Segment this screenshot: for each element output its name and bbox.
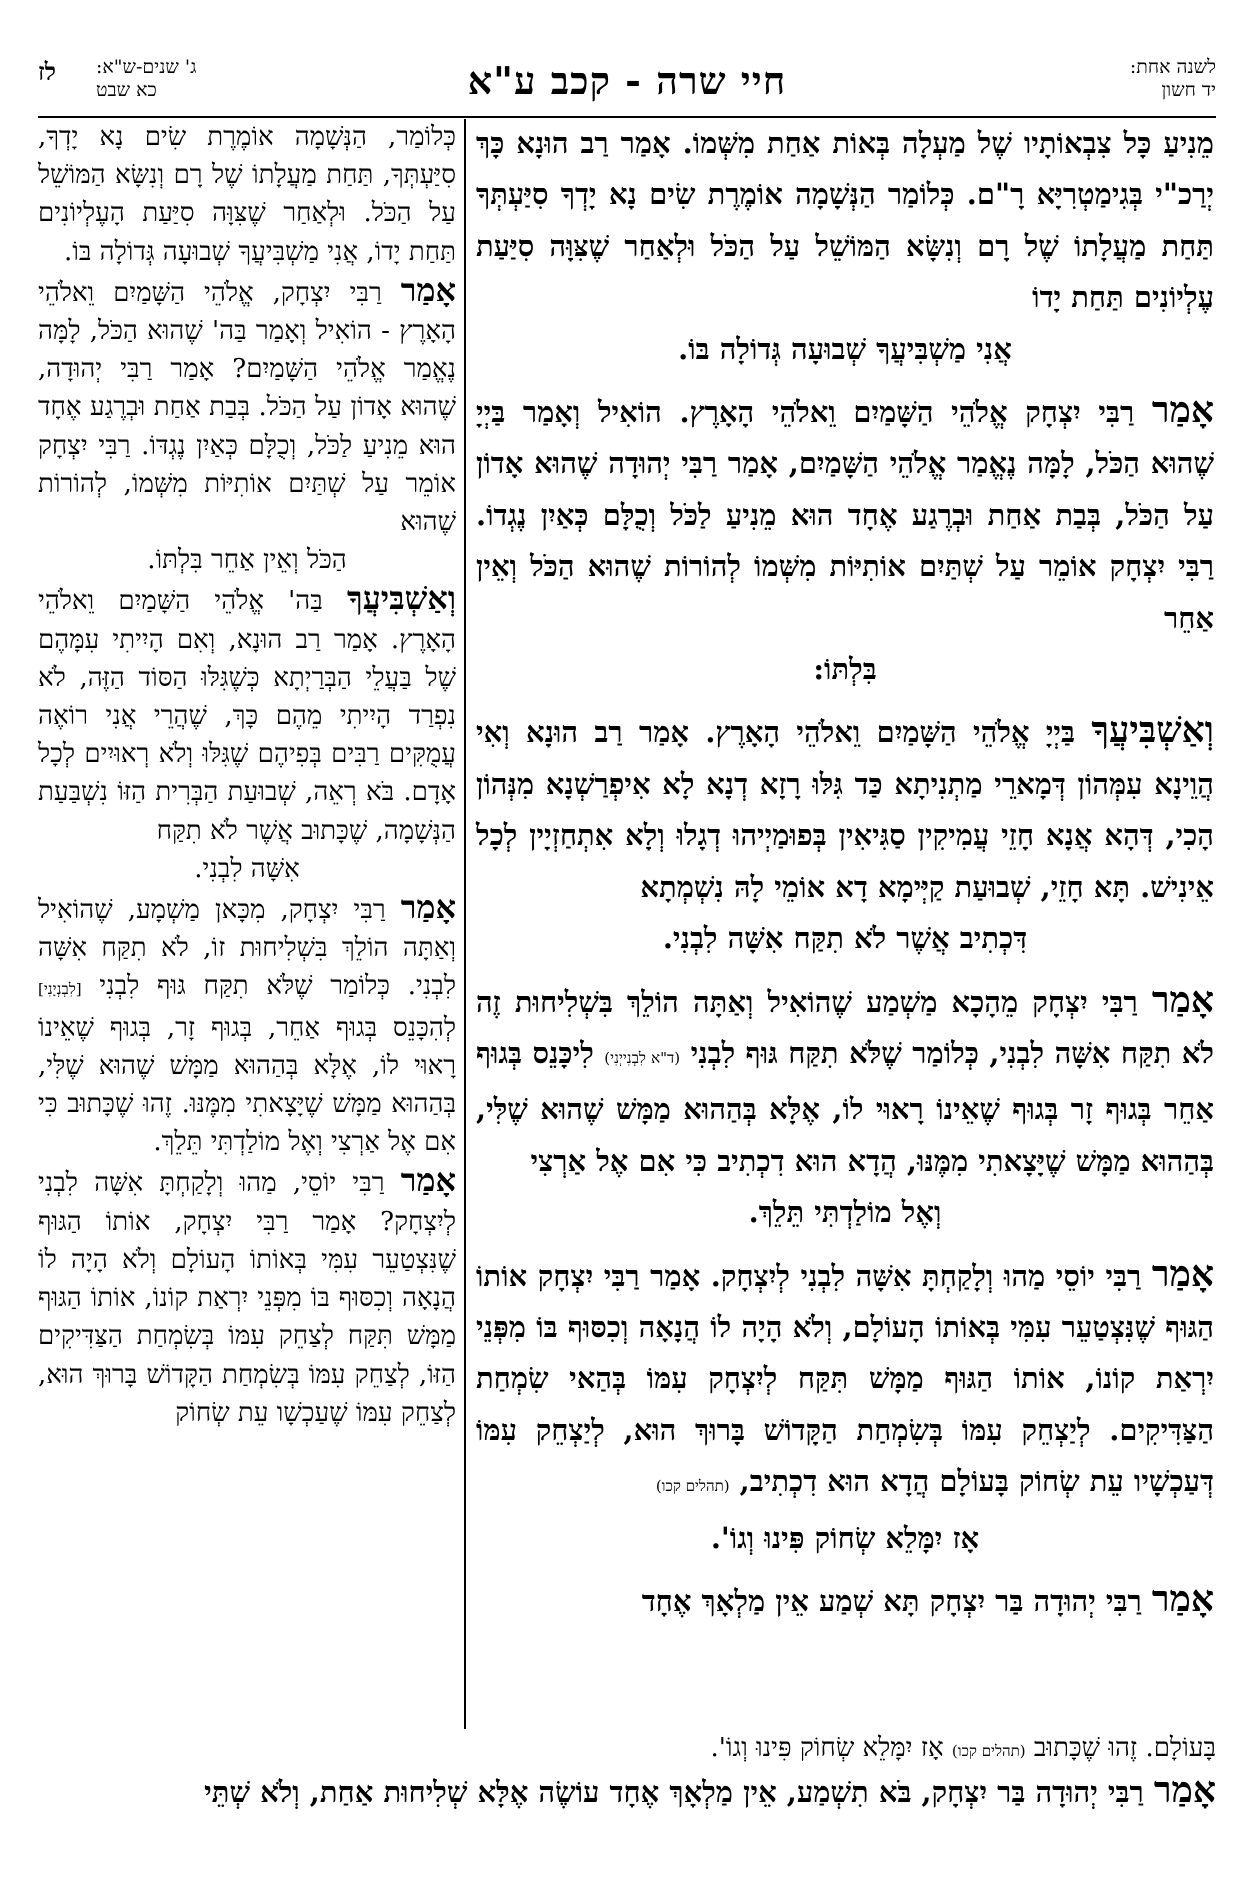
side-p2-initial-word: אָמַר bbox=[400, 270, 456, 309]
bottom-2-text: רַבִּי יְהוּדָה בַּר יִצְחָק, בֹּא תִשְׁמַע, אֵין מַלְאָךְ אֶחָד עוֹשֶׂה אֶלָּא שְׁלִיחוּת אַחַת, וְלֹא שְׁתֵּי bbox=[204, 1775, 1154, 1809]
bottom-2-initial-word: אָמַר bbox=[1153, 1769, 1216, 1811]
main-column bbox=[476, 118, 1214, 1627]
bottom-line-2 bbox=[38, 1768, 1216, 1814]
page-header bbox=[38, 56, 1216, 116]
main-p5-center: אָז יִמָּלֵא שְׂחוֹק פִּינוּ וְגוֹ'. bbox=[710, 1520, 980, 1555]
main-p3-text: בַּיְיָ אֱלֹהֵי הַשָּׁמַיִם וֵאלֹהֵי הָאָרֶץ. אָמַר רַב הוּנָא וְאִי הֲוֵינָא עִמְּהוֹן דְּמָארֵי מַתְנִיתָא כַּד גִּלּוּ רָזָא דְנָא לָא אִיפְרַשְׁנָא מִנְּהוֹן הָכִי, דְּהָא אֲנָא חָזֵי עֲמִיקִין סַגִּיאִין בְּפוּמַיְיהוּ דְגָלוּ וְלָא אִתְחַזְיָין לְכָל אֵינִישׁ. תָּא חָזֵי, שְׁבוּעַת קַיְּימָא דָא אוֹמֵי לָהּ נִשְׁמְתָא bbox=[476, 715, 1214, 904]
side-p4-text-b: לְהִכָּנֵס בְּגוּף אַחֵר, בְּגוּף זָר, בְּגוּף שֶׁאֵינוֹ רָאוּי לוֹ, אֶלָּא בְּהַהוּא מַמָּשׁ שֶׁהוּא שֶׁלִּי, בְּהַהוּא מַמָּשׁ שֶׁיָּצָאתִי מִמֶּנּוּ. זֶהוּ שֶׁכָּתוּב כִּי אִם אֶל אַרְצִי וְאֶל מוֹלַדְתִּי תֵּלֵךְ. bbox=[38, 1012, 456, 1158]
side-p5-initial-word: אָמַר bbox=[400, 1161, 456, 1200]
main-paragraph-2 bbox=[476, 385, 1214, 695]
main-p4-text-b: לִיכָּנֵס בְּגוּף אַחֵר בְּגוּף זָר בְּגוּף שֶׁאֵינוֹ רָאוּי לוֹ, אֶלָּא בְּהַהוּא מַמָּשׁ שֶׁהוּא שֶׁלִּי, בְּהַהוּא מַמָּשׁ שֶׁיָּצָאתִי מִמֶּנּוּ, הֲדָא הוּא דִכְתִיב כִּי אִם אֶל אַרְצִי bbox=[476, 1035, 1214, 1178]
main-p1-center: אֲנִי מַשְׁבִּיעֲךָ שְׁבוּעָה גְּדוֹלָה בּוֹ. bbox=[678, 331, 1012, 366]
main-p5-note: (תהלים קכו) bbox=[655, 1477, 730, 1496]
bottom-line-1 bbox=[38, 1730, 1216, 1769]
main-p6-text: רַבִּי יְהוּדָה בַּר יִצְחָק תָּא שְׁמַע אֵין מַלְאָךְ אֶחָד bbox=[641, 1583, 1152, 1618]
side-p4-note: [לִבְנְיָנִי] bbox=[38, 980, 82, 999]
main-p4-note: (ד"א לִבְנִייְנִי) bbox=[604, 1048, 681, 1067]
main-p5-initial-word: אָמַר bbox=[1151, 1252, 1214, 1295]
page-number: לז bbox=[38, 57, 56, 86]
side-column bbox=[38, 118, 456, 1432]
main-paragraph-5 bbox=[476, 1249, 1214, 1564]
main-p2-center: בִּלְתּוֹ: bbox=[813, 652, 877, 687]
side-paragraph-4 bbox=[38, 888, 456, 1161]
side-paragraph-1 bbox=[38, 118, 456, 271]
side-p3-initial-word: וְאַשְׁבִּיעֲךָ bbox=[346, 579, 456, 618]
main-p6-initial-word: אָמַר bbox=[1151, 1577, 1214, 1620]
side-p3-center: אִשָּׁה לִבְנִי. bbox=[194, 853, 300, 884]
column-divider bbox=[464, 119, 466, 1729]
side-p1-text: כְּלוֹמַר, הַנְּשָׁמָה אוֹמֶרֶת שִׂים נָא יָדְךָ, סִיַּעְתְּךָ, תַּחַת מַעֲלָתוֹ שֶׁל רָם וְנִשָּׂא הַמּוֹשֵׁל עַל הַכֹּל. וּלְאַחַר שֶׁצִּוָּה סִיַּעַת הָעֶלְיוֹנִים תַּחַת יָדוֹ, אֲנִי מַשְׁבִּיעֲךָ שְׁבוּעָה גְּדוֹלָה בּוֹ. bbox=[38, 122, 456, 267]
page-title: חיי שרה - קכב ע"א bbox=[467, 58, 787, 103]
bottom-1-text-a: בָּעוֹלָם. זֶהוּ שֶׁכָּתוּב bbox=[1025, 1733, 1216, 1763]
main-paragraph-6 bbox=[476, 1574, 1214, 1627]
side-p5-text: רַבִּי יוֹסֵי, מַהוּ וְלָקַחְתָּ אִשָּׁה לִבְנִי לְיִצְחָק? אָמַר רַבִּי יִצְחָק, אוֹתוֹ הַגּוּף שֶׁנִּצְטַעֵר עִמִּי בְּאוֹתוֹ הָעוֹלָם וְלֹא הָיָה לוֹ הֲנָאָה וְכִסּוּף בּוֹ מִפְּנֵי יִרְאַת קוֹנוֹ, אוֹתוֹ הַגּוּף מַמָּשׁ תִּקַּח לְצַחֵק עִמּוֹ בְּשִׂמְחַת הַצַּדִּיקִים הַזּוֹ, לְצַחֵק עִמּוֹ בְּשִׂמְחַת הַקָּדוֹשׁ בָּרוּךְ הוּא, לְצַחֵק עִמּוֹ שֶׁעַכְשָׁו עֵת שְׂחוֹק bbox=[38, 1168, 456, 1428]
main-p4-text-a: רַבִּי יִצְחָק מֵהָכָא מַשְׁמַע שֶׁהוֹאִיל וְאַתָּה הוֹלֵךְ בִּשְׁלִיחוּת זֶה לֹא תִקַּח אִשָּׁה לִבְנִי, כְּלוֹמַר שֶׁלֹּא תִקַּח גּוּף לִבְנִי bbox=[476, 984, 1214, 1070]
main-paragraph-4 bbox=[476, 975, 1214, 1239]
header-left-line2: כא שבט bbox=[96, 79, 157, 101]
bottom-1-text-b: אָז יִמָּלֵא שְׂחוֹק פִּינוּ וְגוֹ'. bbox=[710, 1733, 952, 1763]
header-right-line2: יד חשון bbox=[1161, 79, 1216, 101]
main-p4-center: וְאֶל מוֹלַדְתִּי תֵּלֵךְ. bbox=[748, 1195, 942, 1230]
main-p4-initial-word: אָמַר bbox=[1151, 978, 1214, 1021]
header-right-line1: לשנה אחת: bbox=[1129, 56, 1216, 78]
header-left bbox=[38, 56, 196, 102]
main-p3-center: דִּכְתִיב אֲשֶׁר לֹא תִקַּח אִשָּׁה לִבְנִי. bbox=[662, 921, 1028, 956]
side-p2-center: הַכֹּל וְאֵין אַחֵר בִּלְתּוֹ. bbox=[147, 545, 347, 576]
side-paragraph-2 bbox=[38, 271, 456, 580]
main-p1-text: מֵנִיעַ כָּל צִבְאוֹתָיו שֶׁל מַעְלָה בְּאוֹת אַחַת מִשְּׁמוֹ. אָמַר רַב הוּנָא כָּךְ יְרַכ"י בְּגִימַטְרִיָּא רָ"ם. כְּלוֹמַר הַנְּשָׁמָה אוֹמֶרֶת שִׂים נָא יָדְךָ סִיַּעְתְּךָ תַּחַת מַעֲלָתוֹ שֶׁל רָם וְנִשָּׂא הַמּוֹשֵׁל עַל הַכֹּל וּלְאַחַר שֶׁצִּוָּה סִיַּעַת עֶלְיוֹנִים תַּחַת יָדוֹ bbox=[476, 126, 1214, 315]
side-paragraph-3 bbox=[38, 579, 456, 888]
header-left-line1: ג' שנים-ש"א: bbox=[96, 56, 197, 78]
main-p3-initial-word: וְאַשְׁבִּיעֲךָ bbox=[1091, 709, 1214, 752]
main-p2-text: רַבִּי יִצְחָק אֱלֹהֵי הַשָּׁמַיִם וֵאלֹהֵי הָאָרֶץ. הוֹאִיל וְאָמַר בַּיְיָ שֶׁהוּא הַכֹּל, לָמָּה נֶאֱמַר אֱלֹהֵי הַשָּׁמַיִם, אָמַר רַבִּי יְהוּדָה שֶׁהוּא אָדוֹן עַל הַכֹּל, בְּבַת אַחַת וּבְרֶגַע אֶחָד הוּא מֵנִיעַ לַכֹּל וְכֻלָּם כְּאַיִן נֶגְדוֹ. רַבִּי יִצְחָק אוֹמֵר עַל שְׁתַּיִם אוֹתִיּוֹת מִשְּׁמוֹ לְהוֹרוֹת שֶׁהוּא הַכֹּל וְאֵין אַחֵר bbox=[476, 395, 1214, 635]
side-p4-initial-word: אָמַר bbox=[400, 888, 456, 927]
main-p2-initial-word: אָמַר bbox=[1151, 389, 1214, 432]
side-p3-text: בַּה' אֱלֹהֵי הַשָּׁמַיִם וֵאלֹהֵי הָאָרֶץ. אָמַר רַב הוּנָא, וְאִם הָיִיתִי עִמָּהֶם שֶׁל בַּעֲלֵי הַבְּרַיְתָא כְּשֶׁגִּלּוּ הַסּוֹד הַזֶּה, לֹא נִפְרַד הָיִיתִי מֵהֶם כָּךְ, שֶׁהֲרֵי אֲנִי רוֹאֶה עֲמֻקִּים רַבִּים בְּפִיהֶם שֶׁגִּלּוּ וְלֹא רְאוּיִים לְכָל אָדָם. בֹּא רְאֵה, שְׁבוּעַת הַבְּרִית הַזּוֹ נִשְׁבַּעַת הַנְּשָׁמָה, שֶׁכָּתוּב אֲשֶׁר לֹא תִקַּח bbox=[38, 586, 456, 846]
side-p2-text: רַבִּי יִצְחָק, אֱלֹהֵי הַשָּׁמַיִם וֵאלֹהֵי הָאָרֶץ - הוֹאִיל וְאָמַר בַּה' שֶׁהוּא הַכֹּל, לָמָּה נֶאֱמַר אֱלֹהֵי הַשָּׁמַיִם? אָמַר רַבִּי יְהוּדָה, שֶׁהוּא אָדוֹן עַל הַכֹּל. בְּבַת אַחַת וּבְרֶגַע אֶחָד הוּא מֵנִיעַ לַכֹּל, וְכֻלָּם כְּאַיִן נֶגְדּוֹ. רַבִּי יִצְחָק אוֹמֵר עַל שְׁתַּיִם אוֹתִיּוֹת מִשְּׁמוֹ, לְהוֹרוֹת שֶׁהוּא bbox=[38, 277, 456, 538]
bottom-1-note: (תהלים קכו) bbox=[951, 1742, 1026, 1760]
main-paragraph-3 bbox=[476, 705, 1214, 964]
main-p5-text: רַבִּי יוֹסֵי מַהוּ וְלָקַחְתָּ אִשָּׁה לִבְנִי לְיִצְחָק. אָמַר רַבִּי יִצְחָק אוֹתוֹ הַגּוּף שֶׁנִּצְטַעֵר עִמִּי בְּאוֹתוֹ הָעוֹלָם, וְלֹא הָיָה לוֹ הֲנָאָה וְכִסּוּף בּוֹ מִפְּנֵי יִרְאַת קוֹנוֹ, אוֹתוֹ הַגּוּף מַמָּשׁ תִּקַּח לְיִצְחָק עִמּוֹ בְּהַאי שִׂמְחַת הַצַּדִּיקִים. לְיַצְחֵק עִמּוֹ בְּשִׂמְחַת הַקָּדוֹשׁ בָּרוּךְ הוּא, לְיַצְחֵק עִמּוֹ דְּעַכְשָׁיו עֵת שְׂחוֹק בָּעוֹלָם הֲדָא הוּא דִכְתִיב, bbox=[476, 1258, 1214, 1499]
side-paragraph-5 bbox=[38, 1161, 456, 1431]
side-p4-text-a: רַבִּי יִצְחָק, מִכָּאן מַשְׁמָע, שֶׁהוֹאִיל וְאַתָּה הוֹלֵךְ בִּשְׁלִיחוּת זוֹ, לֹא תִקַּח אִשָּׁה לִבְנִי. כְּלוֹמַר שֶׁלֹּא תִקַּח גּוּף לִבְנִי bbox=[38, 895, 456, 1002]
main-paragraph-1 bbox=[476, 118, 1214, 375]
